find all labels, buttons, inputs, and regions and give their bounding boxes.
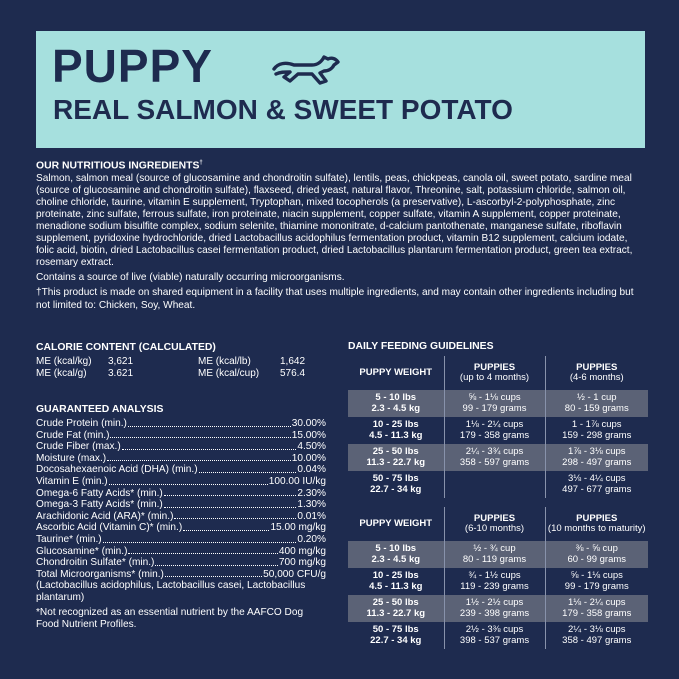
ingredients-list: Salmon, salmon meal (source of glucosamine and chondroitin sulfate), lentils, peas, chickpeas, canola oil, sweet potato, sardine meal (source of glucosamine and chondroitin sulfate), flaxseed, dried yeast, natural flavor, Threonine, salt, potassium chloride, salmon oil, choline chloride, taurine, vitamin E supplement, Tryptophan, mixed tocopherols (a preservative), L-ascorbyl-2-polyphosphate, zinc proteinate, zinc sulfate, ferrous sulfate, iron proteinate, niacin supplement, copper sulfate, vitamin A supplement, copper proteinate, menadione sodium bisulfite complex, sodium selenite, thiamine mononitrate, d-calcium pantothenate, manganese sulfate, riboflavin supplement, pyridoxine hydrochloride, dried Lactobacillus acidophilus fermentation product, vitamin B12 supplement, calcium iodate, folic acid, biotin, dried Lactobacillus casei fermentation product, dried Lactobacillus plantarum fermentation product, green tea extract, rosemary extract.: [36, 172, 633, 269]
header-age: PUPPIES (10 months to maturity): [545, 507, 648, 541]
analysis-row: Arachidonic Acid (ARA)* (min.) 0.01%: [36, 510, 326, 522]
table-row: 50 - 75 lbs 22.7 - 34 kg 2½ - 3⅜ cups 398 - 537 grams 2¼ - 3⅛ cups 358 - 497 grams: [348, 622, 648, 649]
facility-note: †This product is made on shared equipment in a facility that uses multiple ingredients, and may contain other ingredients including but not limited to: Chicken, Soy, Wheat.: [36, 287, 634, 311]
analysis-row: Chondroitin Sulfate* (min.) 700 mg/kg: [36, 557, 326, 569]
header-banner: [36, 31, 645, 148]
table-header-row: [348, 356, 648, 390]
header-age: PUPPIES (up to 4 months): [444, 356, 545, 390]
header-age: PUPPIES (4-6 months): [545, 356, 648, 390]
calorie-row: ME (kcal/g) 3.621 ME (kcal/cup) 576.4: [36, 368, 306, 379]
analysis-row: Docosahexaenoic Acid (DHA) (min.) 0.04%: [36, 464, 326, 476]
table-row: 50 - 75 lbs 22.7 - 34 kg 3⅛ - 4¼ cups 497 - 677 grams: [348, 471, 648, 498]
analysis-row: Crude Fat (min.) 15.00%: [36, 429, 326, 441]
analysis-row: Omega-3 Fatty Acids* (min.) 1.30%: [36, 499, 326, 511]
analysis-row: Moisture (max.) 10.00%: [36, 452, 326, 464]
table-row: 10 - 25 lbs 4.5 - 11.3 kg ¾ - 1½ cups 119 - 239 grams ⅝ - 1⅛ cups 99 - 179 grams: [348, 568, 648, 595]
product-title: PUPPY: [52, 40, 213, 92]
header-weight: PUPPY WEIGHT: [359, 517, 433, 529]
analysis-row: Glucosamine* (min.) 400 mg/kg: [36, 545, 326, 557]
analysis-row: Total Microorganisms* (min.) 50,000 CFU/g: [36, 568, 326, 580]
ingredients-heading: OUR NUTRITIOUS INGREDIENTS†: [36, 160, 203, 172]
table-row: 5 - 10 lbs 2.3 - 4.5 kg ⅝ - 1⅛ cups 99 - 179 grams ½ - 1 cup 80 - 159 grams: [348, 390, 648, 417]
running-dog-icon: [268, 53, 348, 93]
table-row: 25 - 50 lbs 11.3 - 22.7 kg 1½ - 2½ cups 239 - 398 grams 1⅛ - 2¼ cups 179 - 358 grams: [348, 595, 648, 622]
header-weight: PUPPY WEIGHT: [359, 366, 433, 378]
calorie-content-section: [36, 342, 331, 380]
analysis-heading: GUARANTEED ANALYSIS: [36, 404, 164, 415]
calorie-heading: CALORIE CONTENT (CALCULATED): [36, 342, 216, 353]
analysis-row: Vitamin E (min.) 100.00 IU/kg: [36, 475, 326, 487]
analysis-row: Taurine* (min.) 0.20%: [36, 533, 326, 545]
table-header-row: [348, 507, 648, 541]
table-row: 10 - 25 lbs 4.5 - 11.3 kg 1⅛ - 2¼ cups 179 - 358 grams 1 - 1⅞ cups 159 - 298 grams: [348, 417, 648, 444]
analysis-row: Ascorbic Acid (Vitamin C)* (min.) 15.00 mg/kg: [36, 522, 326, 534]
analysis-row: Omega-6 Fatty Acids* (min.) 2.30%: [36, 487, 326, 499]
product-subtitle: REAL SALMON & SWEET POTATO: [53, 94, 513, 125]
live-microorganisms-note: Contains a source of live (viable) naturally occurring microorganisms.: [36, 272, 345, 284]
header-age: PUPPIES (6-10 months): [444, 507, 545, 541]
feeding-guidelines-section: [348, 341, 648, 649]
feeding-table-older: [348, 507, 648, 649]
feeding-table-young: [348, 356, 648, 498]
calorie-row: ME (kcal/kg) 3,621 ME (kcal/lb) 1,642: [36, 356, 306, 367]
analysis-row: Crude Fiber (max.) 4.50%: [36, 441, 326, 453]
microorganism-detail: (Lactobacillus acidophilus, Lactobacillus casei, Lactobacillus plantarum): [36, 580, 306, 603]
table-row: 25 - 50 lbs 11.3 - 22.7 kg 2¼ - 3¾ cups 358 - 597 grams 1⅞ - 3⅛ cups 298 - 497 grams: [348, 444, 648, 471]
table-row: 5 - 10 lbs 2.3 - 4.5 kg ½ - ¾ cup 80 - 119 grams ⅜ - ⅝ cup 60 - 99 grams: [348, 541, 648, 568]
analysis-row: Crude Protein (min.) 30.00%: [36, 418, 326, 429]
feeding-heading: DAILY FEEDING GUIDELINES: [348, 341, 494, 352]
guaranteed-analysis-section: [36, 404, 326, 631]
aafco-footnote: *Not recognized as an essential nutrient by the AAFCO Dog Food Nutrient Profiles.: [36, 606, 304, 630]
ingredients-section: [36, 157, 648, 312]
